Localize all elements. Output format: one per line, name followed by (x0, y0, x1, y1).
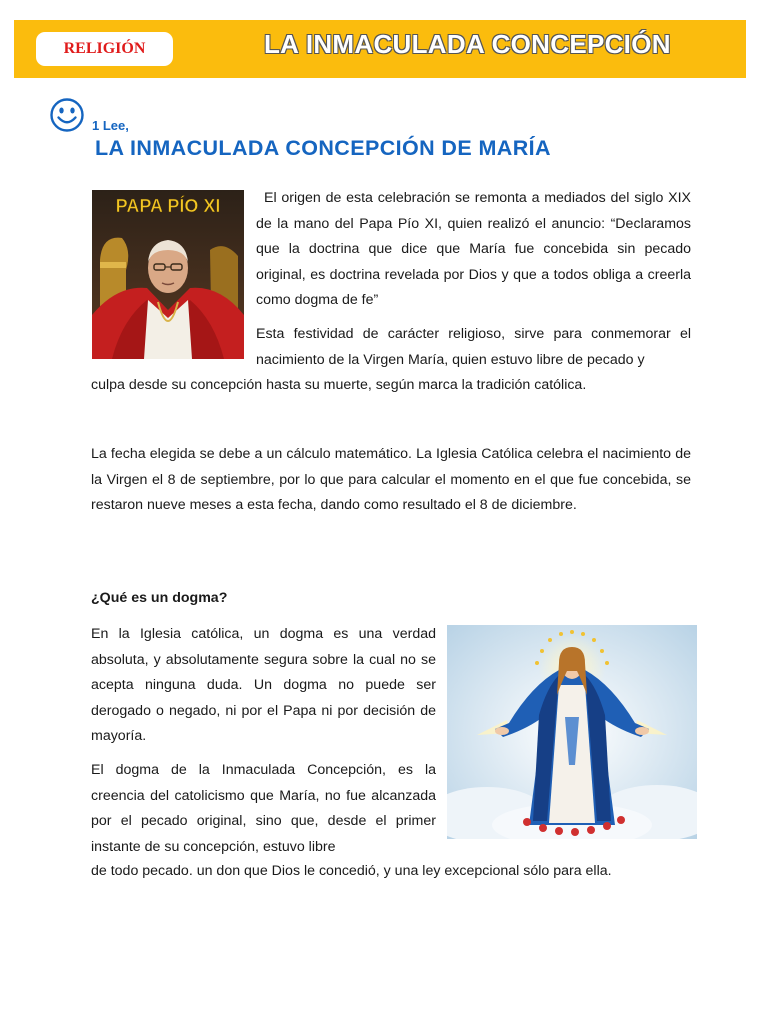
paragraph-immaculate-dogma: El dogma de la Inmaculada Concepción, es la creencia del catolicismo que María, no fue alcanzada por el pecado original, sino que, desde el primer instante de su concepción, estuvo libre (91, 762, 436, 855)
page-title: LA INMACULADA CONCEPCIÓN (264, 29, 671, 59)
subject-badge: RELIGIÓN (36, 32, 173, 66)
virgin-mary-image (447, 625, 697, 839)
paragraph-immaculate-end: de todo pecado. un don que Dios le concedió, y una ley excepcional sólo para ella. (91, 863, 612, 879)
dogma-heading: ¿Qué es un dogma? (91, 590, 228, 606)
paragraph-festivity: Esta festividad de carácter religioso, sirve para conmemorar el nacimiento de la Virgen María, quien estuvo libre de pecado y (256, 326, 691, 368)
paragraph-date: La fecha elegida se debe a un cálculo matemático. La Iglesia Católica celebra el nacimiento de la Virgen el 8 de septiembre, por lo que para calcular el momento en el que fue concebida, se restaron nueve meses a esta fecha, dando como resultado el 8 de diciembre. (91, 446, 691, 513)
header-bar (14, 20, 746, 78)
paragraph-origin: El origen de esta celebración se remonta a mediados del siglo XIX de la mano del Papa Pío XI, quien realizó el anuncio: “Declaramos que la doctrina que dice que María fue concebida sin pecado original, es doctrina revelada por Dios y que a todos obliga a creerla como dogma de fe” (256, 190, 691, 308)
step-label: 1 Lee, (92, 118, 129, 133)
pope-pius-image (92, 190, 244, 359)
paragraph-festivity-end: culpa desde su concepción hasta su muerte, según marca la tradición católica. (91, 377, 587, 393)
article-title: LA INMACULADA CONCEPCIÓN DE MARÍA (95, 136, 551, 160)
paragraph-dogma-definition: En la Iglesia católica, un dogma es una verdad absoluta, y absolutamente segura sobre la cual no se acepta ninguna duda. Un dogma no puede ser derogado o negado, ni por el Papa ni por decisión de mayoría. (91, 626, 436, 744)
smiley-icon (49, 97, 85, 133)
pope-caption: PAPA PÍO XI (115, 196, 221, 216)
